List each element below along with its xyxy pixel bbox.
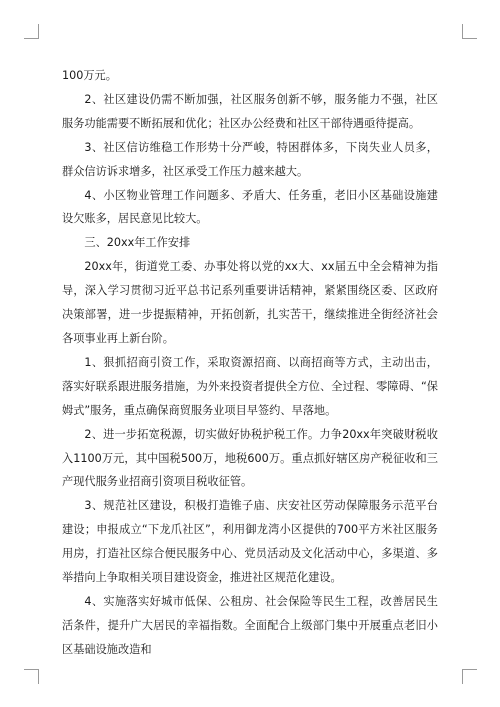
corner-mark-top-left <box>24 24 39 39</box>
document-body <box>62 64 438 662</box>
corner-mark-bottom-right <box>462 669 477 684</box>
paragraph-plan-3: 3、规范社区建设，积极打造锥子庙、庆安社区劳动保障服务示范平台建设；申报成立“下龙爪社区”，利用御龙湾小区提供的700平方米社区服务用房，打造社区综合便民服务中心、党员活动及文化活动中心，多渠道、多举措向上争取相关项目建设资金，推进社区规范化建设。 <box>62 499 438 585</box>
paragraph-plan-4: 4、实施落实好城市低保、公租房、社会保险等民生工程，改善居民生活条件，提升广大居民的幸福指数。全面配合上级部门集中开展重点老旧小区基础设施改造和 <box>62 594 438 656</box>
paragraph-plan-2: 2、进一步拓宽税源，切实做好协税护税工作。力争20xx年突破财税收入1100万元，其中国税500万，地税600万。重点抓好辖区房产税征收和三产现代服务业招商引资项目税收征管。 <box>62 427 438 489</box>
paragraph-issue-4: 4、小区物业管理工作问题多、矛盾大、任务重，老旧小区基础设施建设欠账多，居民意见比较大。 <box>62 188 438 226</box>
paragraph-issue-2: 2、社区建设仍需不断加强，社区服务创新不够，服务能力不强，社区服务功能需要不断拓展和优化；社区办公经费和社区干部待遇亟待提高。 <box>62 92 438 130</box>
paragraph-continuation: 100万元。 <box>62 69 117 82</box>
paragraph-intro: 20xx年，街道党工委、办事处将以党的xx大、xx届五中全会精神为指导，深入学习贯彻习近平总书记系列重要讲话精神，紧紧围绕区委、区政府决策部署，进一步提振精神，开拓创新，扎实苦干，继续推进全街经济社会各项事业再上新台阶。 <box>62 260 438 345</box>
paragraph-issue-3: 3、社区信访维稳工作形势十分严峻，特困群体多，下岗失业人员多，群众信访诉求增多，社区承受工作压力越来越大。 <box>62 140 438 178</box>
paragraph-plan-1: 1、狠抓招商引资工作，采取资源招商、以商招商等方式，主动出击，落实好联系跟进服务措施，为外来投资者提供全方位、全过程、零障碍、“保姆式”服务，重点确保商贸服务业项目早签约、早落地。 <box>62 355 438 417</box>
section-heading: 三、20xx年工作安排 <box>84 236 191 250</box>
corner-mark-bottom-left <box>24 669 39 684</box>
corner-mark-top-right <box>462 24 477 39</box>
